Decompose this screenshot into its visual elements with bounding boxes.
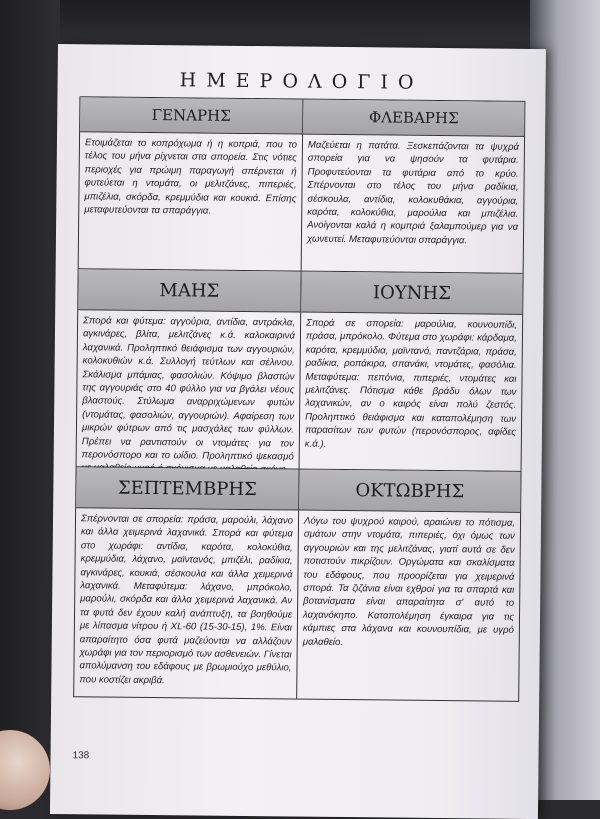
month-text: Σπορά σε σπορεία: μαρούλια, κουνουπίδι, πράσα, μπρόκολο. Φύτεμα στο χωράφι: κάρδαμα, καρότα, κρεμμύδια, μαϊντανό, παντζάρια, πράσα, ραδίκια, ροπάκιρα, σπανάκι, ντομάτες, φασόλια. Μεταφύτεμα: πεπόνια, πιπεριές, ντομάτες και μελιτζάνες. Πότισμα κάθε βράδυ όλων των λαχανικών, αν ο καιρός είναι πολύ ζεστός. Προληπτικό θειάφισμα και καταπολέμηση των παρασίτων των φυτών (περονόσπορος, αφίδες κ.ά.). — [304, 317, 518, 450]
month-title: ΙΟΥΝΗΣ — [301, 272, 522, 315]
month-cell-october — [296, 470, 520, 701]
table-row — [74, 467, 520, 701]
month-cell-january — [79, 97, 303, 270]
month-title: ΣΕΠΤΕΜΒΡΗΣ — [76, 467, 298, 510]
table-row — [79, 97, 525, 274]
month-cell-february — [301, 100, 525, 273]
page-number: 138 — [72, 750, 90, 762]
month-text: Σπορά και φύτεμα: αγγούρια, αντίδια, αντράκλα, αγκινάρες, βλίτα, μελιτζάνες κ.ά. καλοκαιρινά λαχανικά. Προληπτικό θειάφισμα των αγγουριών, κολοκυθιών κ.ά. Συλλογή τεύτλων και σέλινου. Σκάλισμα μπάμιας, φασολιών. Κόψιμο βλαστών της αγγουριάς στο 40 φύλλο για να βγάλει νέους βλαστούς. Στύλωμα αναρριχώμενων φυτών (ντομάτας, φασολιών, αγγουριών). Αφαίρεση των μικρών φύτρων από τις μασχάλες των φύλλων. Πρέπει να ραντιστούν οι ντομάτες για τον περονόσπορο και το ωίδιο. Προληπτικό ψεκασμό — [81, 315, 296, 463]
month-title: ΦΛΕΒΑΡΗΣ — [303, 100, 524, 137]
book-page — [50, 44, 546, 819]
month-title: ΓΕΝΑΡΗΣ — [80, 97, 302, 134]
month-text: Σπέρνονται σε σπορεία: πράσα, μαρούλι, λάχανο και άλλα χειμερινά λαχανικά. Σπορά και φύτεμα στο χωράφι: αντίδια, καρότα, κολοκύθια, κρεμμύδια, λάχανο, μαϊντανός, μπιζέλι, ραδίκια, αγκινάρες, κουκιά, σέσκουλα και άλλα χειμερινά λαχανικά. Μεταφύτεμα: λάχανο, μπρόκολο, μαρούλι, σκόρδα και άλλα χειμερινά λαχανικά. Αν τα φυτά δεν έχουν καλή ανάπτυξη, τα βοηθούμε με λίπασμα νίτρου ή XL-60 (15-30-15), 1%. Είναι απαραίτητο όσα φυτά μαζεύονται να αλλάζουν χωράφι για τον περιορισμό των ασθενειών. Γίνεται απολύμανση του εδάφους με βρωμιούχο μεθύλιο, που κοστίζει ακριβά. — [79, 513, 294, 687]
month-cell-june — [299, 272, 523, 471]
page-header: ΗΜΕΡΟΛΟΓΙΟ — [179, 69, 424, 94]
month-text: Μαζεύεται η πατάτα. Ξεσκεπάζονται τα ψυχρά σπορεία για να ψησούν τα φυτάρια. Προφυτεύονται τα φυτάρια από το κρύο. Σπέρνονται στο τέλος του μήνα ραδίκια, σέσκουλα, αντίδια, κολοκυθάκια, αγγούρια, καρότα, κολοκύθια, μαρούλια και μπιζέλια. Ανοίγονται καλά η κομπριά ξαλαμπούμερ για να χωνευτεί. Μεταφυτεύονται σπαράγγια. — [306, 139, 520, 247]
month-text: Λόγω του ψυχρού καιρού, αραιώνει το πότισμα, σμάτων στην ντομάτα, πιπεριές, όχι όμως των αγγουριών και της μελιτζάνας, γιατί αυτά σε δεν ποτιστούν πικρίζουν. Οργώματα και σκαλίσματα του εδάφους, που προορίζεται για χειμερινά σπορά. Τα ζιζάνια είναι εχθροί για τα σπαρτά και βοτανίσματα είναι απαραίτητα σ' αυτό το λαχανόκηπο. Καταπολέμηση έγκαιρα για τις κάμπιες στα λάχανα και κουνουπίδια, με υγρό μαλαθείο. — [302, 515, 516, 648]
month-cell-september — [74, 467, 298, 698]
table-row — [77, 269, 523, 472]
calendar-table — [73, 96, 525, 702]
month-text: Ετοιμάζεται το κοπρόχωμα ή η κοπριά, που το τέλος του μήνα ρίχνεται στα σπορεία. Στις νότιες περιοχές για πρώιμη παραγωγή σπέρνεται ή φυτεύεται η ντομάτα, οι μελιτζάνες, πιπεριές, μπιζέλια, σκόρδα, κρεμμύδια και κουκιά. Επίσης μεταφυτεύονται τα σπαράγγια. — [84, 137, 298, 217]
month-title: ΟΚΤΩΒΡΗΣ — [299, 470, 520, 513]
month-cell-may — [77, 269, 301, 468]
month-title: ΜΑΗΣ — [78, 269, 300, 312]
